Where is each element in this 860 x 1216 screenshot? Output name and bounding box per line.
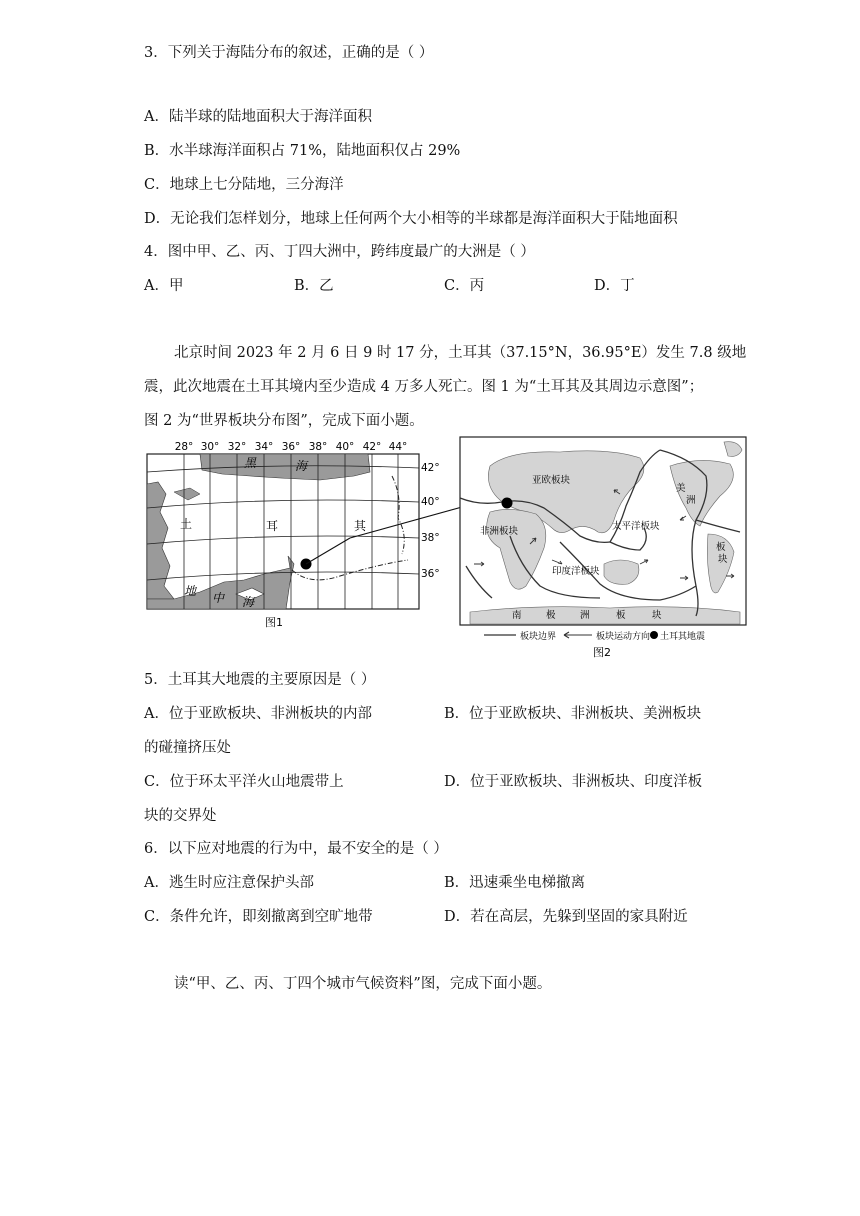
q5-option-b-continued: 的碰撞挤压处 — [144, 740, 231, 756]
fig2-legend-dot — [650, 631, 658, 639]
q5-stem: 5．土耳其大地震的主要原因是（ ） — [144, 672, 376, 688]
fig2-indian-plate-label: 印度洋板块 — [552, 566, 600, 577]
figures-map — [140, 436, 760, 662]
fig2-antarctic-plate-label: 极 — [546, 610, 556, 621]
fig1-lon-label: 28° — [174, 441, 194, 453]
q6-option-b: B．迅速乘坐电梯撤离 — [444, 875, 586, 891]
passage2-line1: 读“甲、乙、丙、丁四个城市气候资料”图，完成下面小题。 — [174, 976, 552, 992]
q5-option-d: D．位于亚欧板块、非洲板块、印度洋板 — [444, 774, 703, 790]
fig1-turkey-label: 其 — [354, 519, 367, 533]
q5-option-b: B．位于亚欧板块、非洲板块、美洲板块 — [444, 706, 702, 722]
fig1-lon-label: 36° — [281, 441, 301, 453]
fig2-epicenter-dot — [502, 498, 513, 509]
fig2-eurasian-plate-label: 亚欧板块 — [532, 475, 571, 486]
fig1-lat-label: 36° — [421, 568, 440, 580]
fig1-black-sea-label: 黑 — [244, 456, 257, 470]
fig2-legend-boundary: 板块边界 — [520, 632, 557, 642]
fig2-antarctic-plate-label: 洲 — [580, 610, 590, 621]
fig2-caption: 图2 — [593, 646, 611, 659]
fig1-lat-label: 40° — [421, 496, 440, 508]
fig1-lon-label: 34° — [254, 441, 274, 453]
q3-stem: 3．下列关于海陆分布的叙述，正确的是（ ） — [144, 45, 434, 61]
fig2-antarctic-plate-label: 南 — [512, 610, 522, 621]
q4-option-c: C．丙 — [444, 278, 485, 294]
q4-option-b: B．乙 — [294, 278, 334, 294]
fig2-pacific-plate-label: 太平洋板块 — [612, 521, 660, 532]
fig2-antarctic-plate-label: 板 — [616, 610, 626, 621]
arrow-left-icon — [564, 632, 592, 638]
fig1-lon-label: 44° — [388, 441, 408, 453]
q6-option-d: D．若在高层，先躲到坚固的家具附近 — [444, 909, 688, 925]
passage1-line3: 图 2 为“世界板块分布图”，完成下面小题。 — [144, 413, 424, 429]
fig1-turkey-label: 土 — [180, 517, 193, 531]
fig2-legend-motion: 板块运动方向 — [596, 632, 651, 642]
fig1-lon-label: 40° — [335, 441, 355, 453]
fig1-lon-label: 32° — [227, 441, 247, 453]
fig2-american-plate-label: 块 — [718, 554, 728, 565]
q6-stem: 6．以下应对地震的行为中，最不安全的是（ ） — [144, 841, 448, 857]
fig1-lon-label: 30° — [200, 441, 220, 453]
q4-option-a: A．甲 — [144, 278, 184, 294]
fig1-lat-label: 38° — [421, 532, 440, 544]
fig2-american-plate-label: 板 — [716, 542, 726, 553]
fig1-mediterranean-label: 地 — [184, 584, 197, 598]
q6-option-c: C．条件允许，即刻撤离到空旷地带 — [144, 909, 373, 925]
fig2-american-plate-label: 洲 — [686, 495, 696, 506]
passage1-line2: 震，此次地震在土耳其境内至少造成 4 万多人死亡。图 1 为“土耳其及其周边示意图”； — [144, 379, 704, 395]
q3-option-c: C．地球上七分陆地，三分海洋 — [144, 177, 344, 193]
q3-option-a: A．陆半球的陆地面积大于海洋面积 — [144, 109, 372, 125]
fig1-black-sea-label: 海 — [295, 459, 308, 473]
q6-option-a: A．逃生时应注意保护头部 — [144, 875, 314, 891]
fig2-antarctic-plate-label: 块 — [652, 610, 662, 621]
fig1-mediterranean-label: 海 — [242, 595, 255, 609]
fig1-lat-label: 42° — [421, 462, 440, 474]
q3-option-b: B．水半球海洋面积占 71%，陆地面积仅占 29% — [144, 143, 461, 159]
q5-option-c: C．位于环太平洋火山地震带上 — [144, 774, 344, 790]
fig1-lon-label: 42° — [362, 441, 382, 453]
q3-option-d: D．无论我们怎样划分，地球上任何两个大小相等的半球都是海洋面积大于陆地面积 — [144, 211, 678, 227]
fig1-caption: 图1 — [265, 616, 283, 629]
fig1-turkey-map — [147, 441, 440, 629]
q5-option-d-continued: 块的交界处 — [144, 808, 217, 824]
q4-stem: 4．图中甲、乙、丙、丁四大洲中，跨纬度最广的大洲是（ ） — [144, 244, 535, 260]
q5-option-a: A．位于亚欧板块、非洲板块的内部 — [144, 706, 372, 722]
passage1-line1: 北京时间 2023 年 2 月 6 日 9 时 17 分，土耳其（37.15°N，36.95°E）发生 7.8 级地 — [174, 345, 747, 361]
fig2-legend-quake: 土耳其地震 — [660, 632, 706, 642]
fig2-world-plates-map — [460, 437, 746, 659]
fig1-lon-label: 38° — [308, 441, 328, 453]
fig2-american-plate-label: 美 — [676, 483, 686, 494]
q4-option-d: D．丁 — [594, 278, 635, 294]
fig2-african-plate-label: 非洲板块 — [480, 526, 519, 537]
fig1-mediterranean-label: 中 — [212, 591, 225, 605]
fig1-turkey-label: 耳 — [266, 519, 279, 533]
